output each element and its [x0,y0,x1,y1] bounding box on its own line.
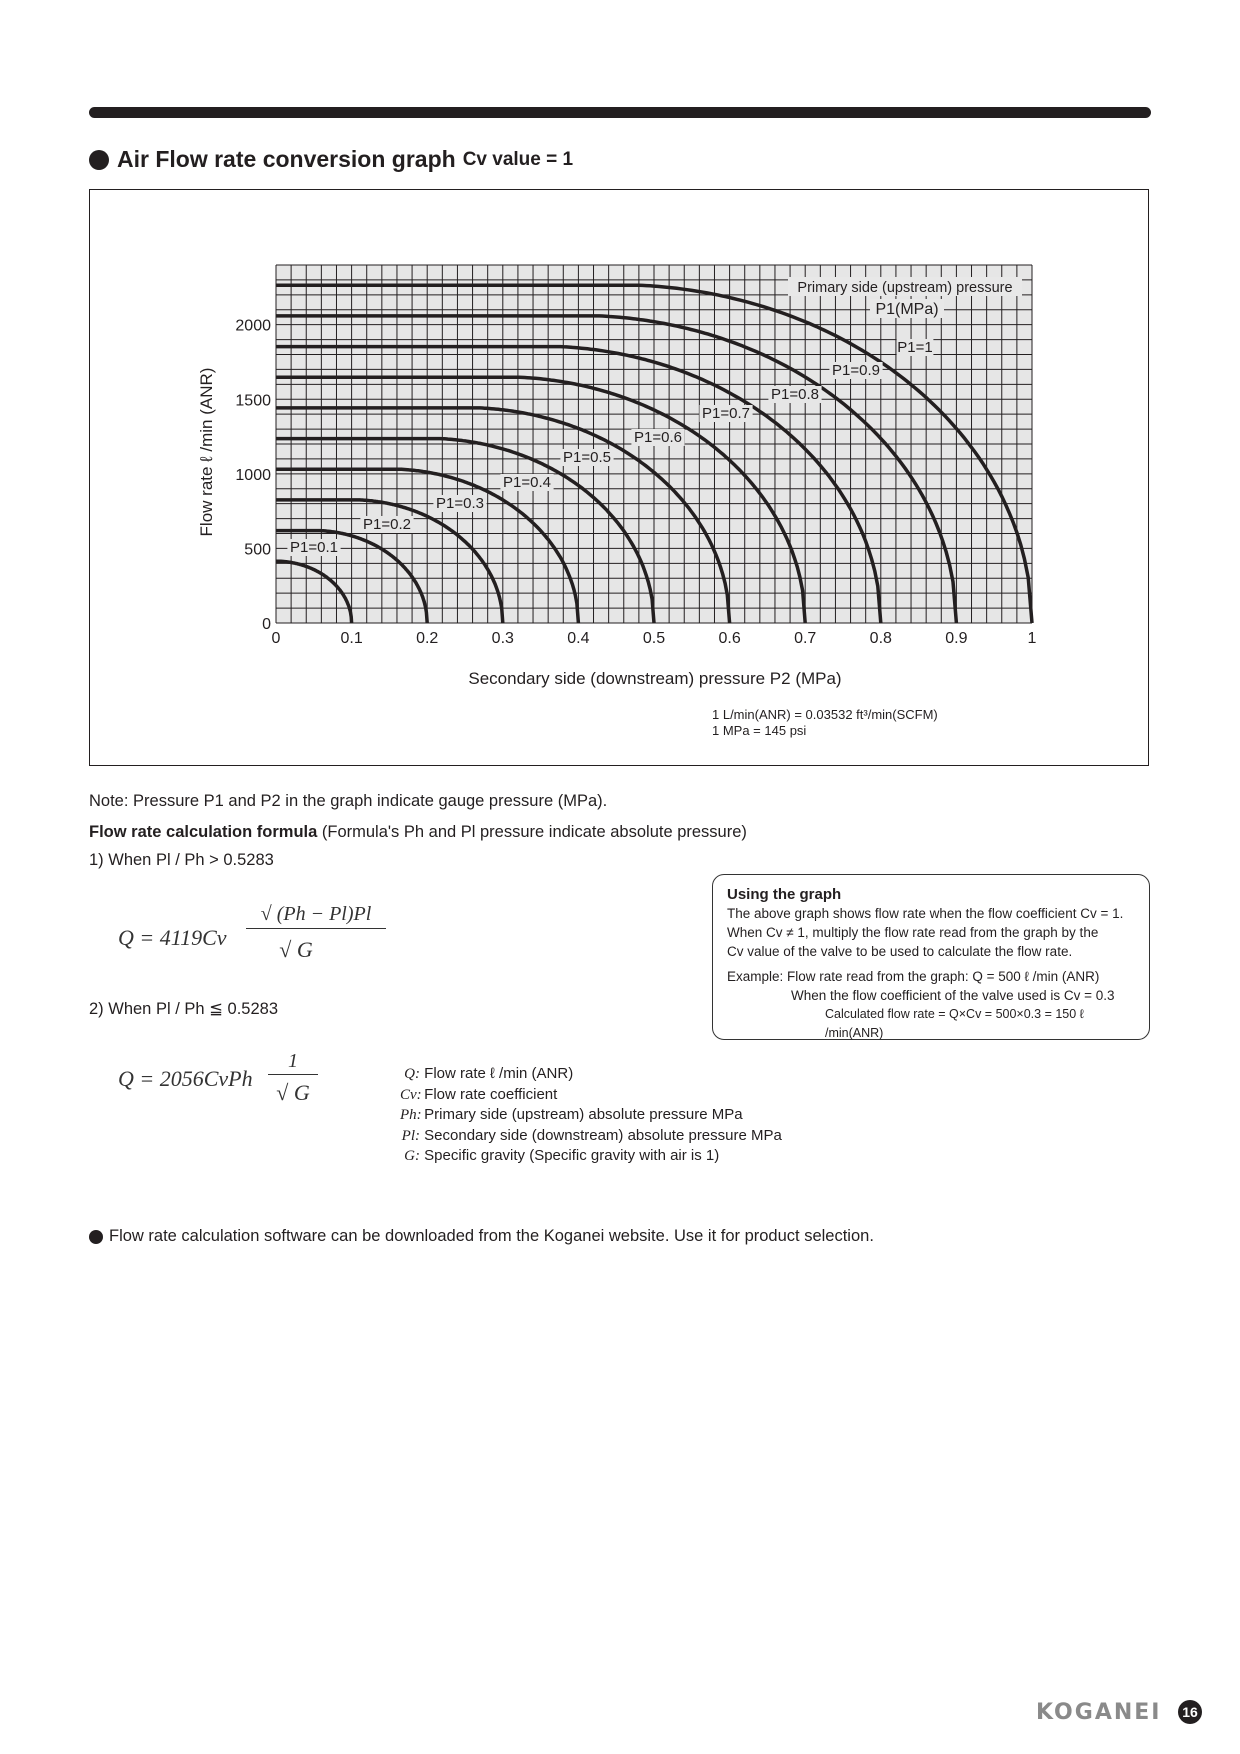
variable-legend [400,1064,782,1167]
x-axis-title: Secondary side (downstream) pressure P2 (MPa) [468,669,842,688]
variable-row: Ph: Primary side (upstream) absolute pressure MPa [400,1106,743,1123]
koganei-logo: KOGANEI [1036,1700,1162,1725]
x-tick-label: 0.3 [491,630,514,647]
formula-heading [89,823,747,842]
equation-2-numerator: 1 [268,1050,318,1075]
y-tick-label: 1000 [235,466,271,484]
variable-row: Pl: Secondary side (downstream) absolute pressure MPa [401,1126,782,1144]
x-tick-label: 1 [1027,630,1037,647]
conversion-note-flow: 1 L/min(ANR) = 0.03532 ft³/min(SCFM) [712,707,938,722]
y-tick-label: 2000 [235,317,271,335]
y-tick-label: 500 [244,541,271,559]
curve-label: P1=0.5 [563,449,611,466]
x-tick-label: 0.4 [567,630,590,647]
equation-1-left: Q = 4119Cv [118,925,227,950]
curve-label: P1=0.3 [436,495,484,512]
software-note [89,1227,874,1246]
flow-rate-chart [0,0,1240,800]
formula-heading-rest: (Formula's Ph and Pl pressure indicate absolute pressure) [317,823,747,841]
conversion-note-pressure: 1 MPa = 145 psi [712,723,807,738]
bullet-icon [89,1230,103,1244]
curve-label: P1=0.9 [832,362,880,379]
variable-row: Cv: Flow rate coefficient [400,1085,558,1103]
equation-2-denominator: √ G [276,1080,310,1105]
title-text: Air Flow rate conversion graph [117,146,456,172]
title-subtitle: Cv value = 1 [462,148,574,170]
x-tick-label: 0.9 [945,630,968,647]
curve-label: P1=0.1 [290,539,338,556]
example-line: Example: Flow rate read from the graph: Q = 500 ℓ /min (ANR) [727,969,1100,984]
x-tick-label: 0.6 [718,630,741,647]
formula-heading-bold: Flow rate calculation formula [89,823,318,841]
gauge-pressure-note: Note: Pressure P1 and P2 in the graph indicate gauge pressure (MPa). [89,792,608,810]
condition-2: 2) When Pl / Ph ≦ 0.5283 [89,1000,279,1018]
equation-1 [118,903,408,973]
curve-label: P1=0.4 [503,474,551,491]
primary-pressure-label: Primary side (upstream) pressure [797,280,1013,296]
curve-label: P1=1 [897,339,933,356]
using-the-graph-box [712,874,1150,1040]
page-number: 16 [1178,1700,1202,1724]
variable-row: G: Specific gravity (Specific gravity with air is 1) [404,1147,720,1164]
using-graph-line: Cv value of the valve to be used to calculate the flow rate. [727,944,1073,959]
equation-1-denominator: √ G [279,937,313,962]
y-axis-title: Flow rate ℓ /min (ANR) [197,367,216,537]
x-tick-label: 0 [271,630,281,647]
x-tick-label: 0.8 [869,630,892,647]
x-tick-label: 0.5 [642,630,666,647]
primary-pressure-unit: P1(MPa) [875,301,939,318]
curve-label: P1=0.8 [771,386,819,403]
equation-2 [118,1050,348,1120]
curve-label: P1=0.7 [702,405,750,422]
example-result: Calculated flow rate = Q×Cv = 500×0.3 = 150 ℓ /min(ANR) [825,1007,1084,1040]
equation-1-numerator: √ (Ph − Pl)Pl [246,903,386,929]
software-note-text: Flow rate calculation software can be downloaded from the Koganei website. Use it for product selection. [109,1227,874,1245]
x-tick-label: 0.1 [340,630,363,647]
equation-2-left: Q = 2056CvPh [118,1066,253,1091]
variable-row: Q: Flow rate ℓ /min (ANR) [404,1065,574,1082]
y-tick-label: 1500 [235,392,271,410]
using-graph-line: When Cv ≠ 1, multiply the flow rate read from the graph by the [727,925,1099,940]
using-graph-heading: Using the graph [727,886,842,903]
using-graph-line: The above graph shows flow rate when the flow coefficient Cv = 1. [727,906,1124,921]
y-tick-label: 0 [262,616,271,633]
x-tick-label: 0.7 [794,630,817,647]
curve-label: P1=0.6 [634,429,682,446]
condition-1: 1) When Pl / Ph > 0.5283 [89,851,274,869]
x-tick-label: 0.2 [416,630,439,647]
curve-label: P1=0.2 [363,516,411,533]
example-line: When the flow coefficient of the valve used is Cv = 0.3 [791,988,1115,1003]
